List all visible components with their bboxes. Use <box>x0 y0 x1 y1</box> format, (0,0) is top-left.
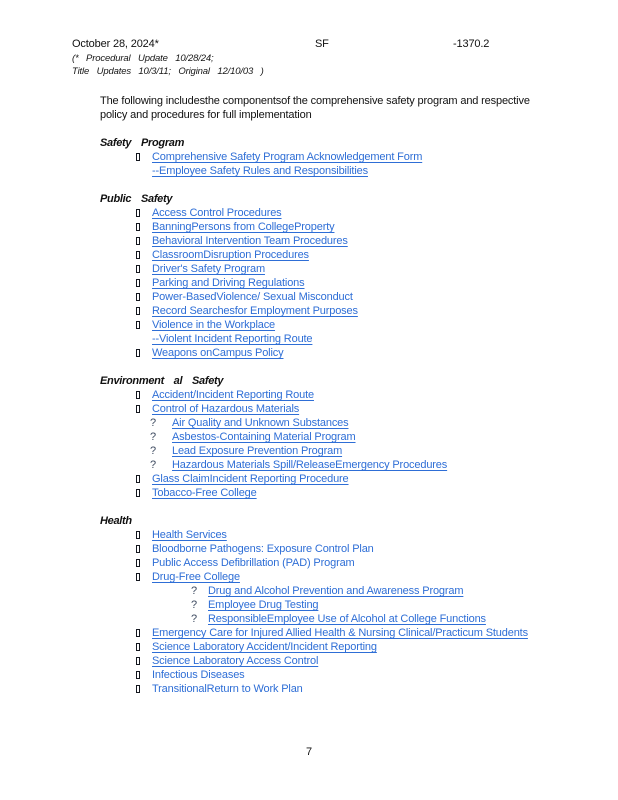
policy-item-continuation <box>100 332 558 346</box>
policy-item <box>100 598 558 612</box>
section <box>100 514 558 696</box>
policy-link[interactable]: Behavioral Intervention Team Procedures <box>152 235 348 247</box>
square-bullet-icon <box>136 671 140 679</box>
policy-item <box>100 668 558 682</box>
document-body <box>100 94 558 696</box>
policy-link[interactable]: Science Laboratory Accident/Incident Reporting <box>152 641 377 653</box>
policy-item <box>100 388 558 402</box>
policy-item <box>100 584 558 598</box>
policy-item <box>100 528 558 542</box>
square-bullet-icon <box>136 489 140 497</box>
policy-link[interactable]: Record Searchesfor Employment Purposes <box>152 305 358 317</box>
section <box>100 374 558 500</box>
square-bullet-icon <box>136 279 140 287</box>
policy-link[interactable]: Access Control Procedures <box>152 207 282 219</box>
policy-item <box>100 220 558 234</box>
policy-item <box>100 626 558 640</box>
square-bullet-icon <box>136 153 140 161</box>
policy-sections <box>100 136 558 696</box>
square-bullet-icon <box>136 349 140 357</box>
policy-link[interactable]: Accident/Incident Reporting Route <box>152 389 314 401</box>
policy-item <box>100 262 558 276</box>
policy-item <box>100 150 558 164</box>
policy-item <box>100 556 558 570</box>
question-bullet-icon: ? <box>191 585 197 597</box>
square-bullet-icon <box>136 293 140 301</box>
policy-item <box>100 346 558 360</box>
policy-item <box>100 402 558 416</box>
policy-item <box>100 444 558 458</box>
question-bullet-icon: ? <box>150 445 156 457</box>
header-doc-number: -1370.2 <box>453 38 490 50</box>
square-bullet-icon <box>136 643 140 651</box>
square-bullet-icon <box>136 405 140 413</box>
policy-item <box>100 542 558 556</box>
policy-link[interactable]: Hazardous Materials Spill/ReleaseEmergency Procedures <box>172 459 448 471</box>
policy-link[interactable]: Tobacco-Free College <box>152 487 257 499</box>
square-bullet-icon <box>136 307 140 315</box>
section-title: Public Safety <box>100 193 173 205</box>
policy-link[interactable]: ResponsibleEmployee Use of Alcohol at College Functions <box>208 613 486 625</box>
square-bullet-icon <box>136 321 140 329</box>
square-bullet-icon <box>136 209 140 217</box>
policy-item <box>100 570 558 584</box>
policy-link[interactable]: Control of Hazardous Materials <box>152 403 300 415</box>
square-bullet-icon <box>136 391 140 399</box>
header-date: October 28, 2024* <box>72 38 159 50</box>
policy-item <box>100 290 558 304</box>
policy-link[interactable]: Driver's Safety Program <box>152 263 265 275</box>
policy-item <box>100 318 558 332</box>
question-bullet-icon: ? <box>150 431 156 443</box>
policy-item <box>100 486 558 500</box>
policy-link[interactable]: --Violent Incident Reporting Route <box>152 333 313 345</box>
policy-item <box>100 682 558 696</box>
question-bullet-icon: ? <box>150 417 156 429</box>
policy-link[interactable]: Power-BasedViolence/ Sexual Misconduct <box>152 291 353 303</box>
policy-item-continuation <box>100 164 558 178</box>
square-bullet-icon <box>136 685 140 693</box>
policy-item <box>100 430 558 444</box>
policy-item <box>100 654 558 668</box>
square-bullet-icon <box>136 265 140 273</box>
policy-item <box>100 416 558 430</box>
section <box>100 136 558 178</box>
policy-link[interactable]: Air Quality and Unknown Substances <box>172 417 349 429</box>
square-bullet-icon <box>136 223 140 231</box>
policy-item <box>100 234 558 248</box>
policy-link[interactable]: Weapons onCampus Policy <box>152 347 284 359</box>
policy-link[interactable]: Public Access Defibrillation (PAD) Program <box>152 557 355 569</box>
square-bullet-icon <box>136 475 140 483</box>
policy-link[interactable]: Glass ClaimIncident Reporting Procedure <box>152 473 349 485</box>
policy-link[interactable]: Drug and Alcohol Prevention and Awareness Program <box>208 585 464 597</box>
section-title: Health <box>100 515 132 527</box>
square-bullet-icon <box>136 629 140 637</box>
intro-paragraph: The following includesthe componentsof the comprehensive safety program and respective policy and procedures for full implementation <box>100 95 530 121</box>
policy-link[interactable]: BanningPersons from CollegeProperty <box>152 221 335 233</box>
policy-link[interactable]: Drug-Free College <box>152 571 240 583</box>
policy-item <box>100 640 558 654</box>
square-bullet-icon <box>136 237 140 245</box>
policy-link[interactable]: Infectious Diseases <box>152 669 245 681</box>
policy-link[interactable]: Emergency Care for Injured Allied Health & Nursing Clinical/Practicum Students <box>152 627 528 639</box>
policy-item <box>100 206 558 220</box>
policy-item <box>100 248 558 262</box>
policy-link[interactable]: Bloodborne Pathogens: Exposure Control Plan <box>152 543 374 555</box>
policy-link[interactable]: Employee Drug Testing <box>208 599 319 611</box>
header-revision-note-line1: (* Procedural Update 10/28/24; <box>72 53 214 64</box>
policy-link[interactable]: ClassroomDisruption Procedures <box>152 249 309 261</box>
question-bullet-icon: ? <box>191 613 197 625</box>
policy-item <box>100 458 558 472</box>
section <box>100 192 558 360</box>
section-title: Environment al Safety <box>100 375 224 387</box>
square-bullet-icon <box>136 657 140 665</box>
section-title: Safety Program <box>100 137 185 149</box>
header-revision-note-line2: Title Updates 10/3/11; Original 12/10/03 ) <box>72 66 264 77</box>
square-bullet-icon <box>136 545 140 553</box>
page-number: 7 <box>306 746 312 758</box>
header-code: SF <box>315 38 329 50</box>
policy-link[interactable]: Science Laboratory Access Control <box>152 655 319 667</box>
policy-item <box>100 472 558 486</box>
question-bullet-icon: ? <box>191 599 197 611</box>
policy-link[interactable]: Lead Exposure Prevention Program <box>172 445 343 457</box>
policy-item <box>100 304 558 318</box>
policy-link[interactable]: TransitionalReturn to Work Plan <box>152 683 303 695</box>
question-bullet-icon: ? <box>150 459 156 471</box>
policy-link[interactable]: Health Services <box>152 529 227 541</box>
policy-link[interactable]: Asbestos-Containing Material Program <box>172 431 356 443</box>
policy-link[interactable]: --Employee Safety Rules and Responsibilities <box>152 165 368 177</box>
policy-link[interactable]: Violence in the Workplace <box>152 319 276 331</box>
policy-link[interactable]: Parking and Driving Regulations <box>152 277 305 289</box>
policy-item <box>100 276 558 290</box>
square-bullet-icon <box>136 573 140 581</box>
square-bullet-icon <box>136 531 140 539</box>
policy-item <box>100 612 558 626</box>
policy-link[interactable]: Comprehensive Safety Program Acknowledgement Form <box>152 151 423 163</box>
square-bullet-icon <box>136 251 140 259</box>
square-bullet-icon <box>136 559 140 567</box>
